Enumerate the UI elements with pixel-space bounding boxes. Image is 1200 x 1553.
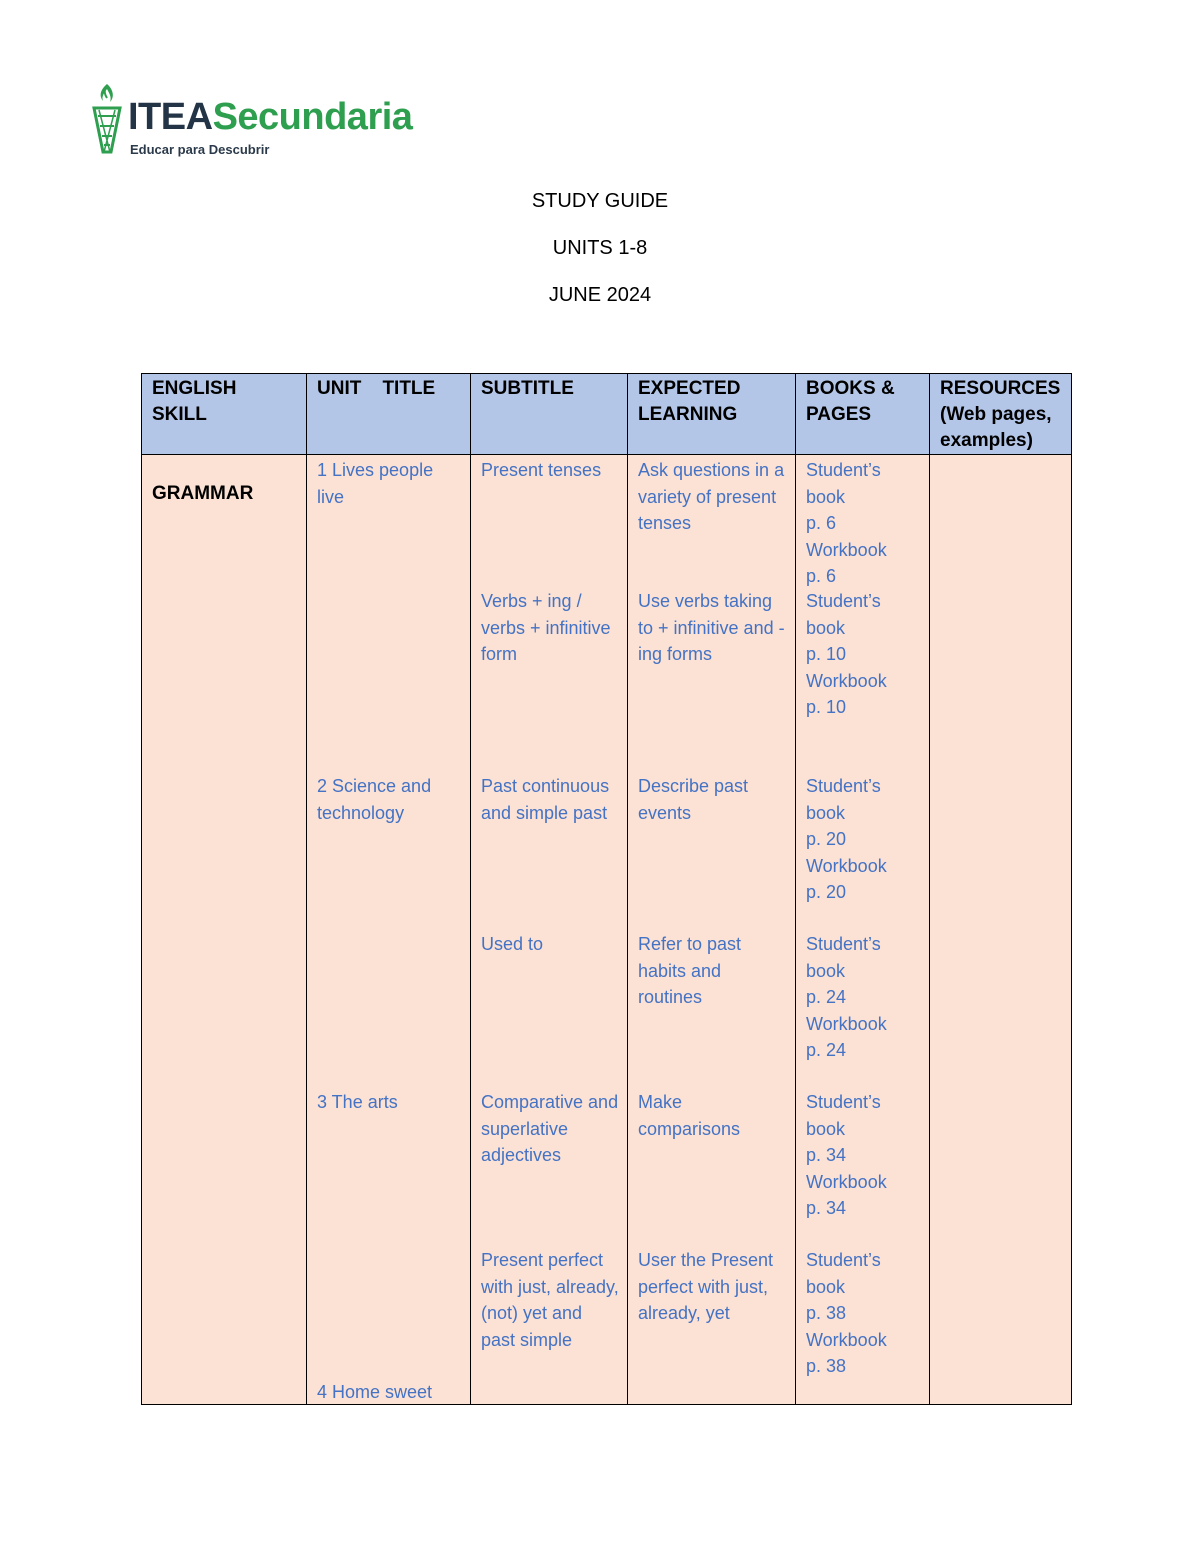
books-pages (806, 1089, 923, 1222)
books-cell (796, 455, 930, 1405)
col-header-skill: ENGLISH SKILL (142, 374, 307, 455)
skill-label: GRAMMAR (152, 483, 254, 504)
col-header-subtitle: SUBTITLE (471, 374, 628, 455)
doc-units: UNITS 1-8 (552, 237, 648, 259)
books-line: p. 34 (806, 1198, 847, 1218)
books-line: book (806, 960, 846, 981)
books-line: Student’s (806, 591, 881, 611)
subtitle-text: Past continuous and simple past (481, 776, 610, 823)
books-line: Student’s (806, 934, 881, 954)
itea-logo (90, 80, 460, 165)
subtitle-text: Verbs + ing / verbs + infinitive form (481, 591, 611, 664)
books-line: Workbook (806, 539, 887, 560)
logo-name (128, 98, 412, 136)
books-line: Student’s (806, 460, 881, 480)
books-line: p. 10 (806, 697, 847, 717)
books-line: book (806, 617, 846, 638)
books-line: Workbook (806, 1171, 887, 1192)
expected-text: Describe past events (638, 776, 749, 823)
col-header-unit-title: UNIT TITLE (307, 374, 471, 455)
subtitle-text: Comparative and superlative adjectives (481, 1092, 619, 1165)
books-line: p. 38 (806, 1356, 847, 1376)
books-line: p. 6 (806, 566, 837, 586)
logo-name-part2: Secundaria (212, 96, 413, 138)
books-line: book (806, 1276, 846, 1297)
expected-text: Make comparisons (638, 1092, 741, 1139)
logo-name-part1: ITEA (128, 96, 213, 138)
subtitle-cell (471, 455, 628, 1405)
expected-text: Refer to past habits and routines (638, 934, 742, 1007)
unit-title: 1 Lives people live (317, 460, 434, 507)
books-line: p. 34 (806, 1145, 847, 1165)
doc-title: STUDY GUIDE (531, 190, 669, 212)
books-line: Student’s (806, 1250, 881, 1270)
books-pages (806, 1247, 923, 1380)
books-line: Workbook (806, 855, 887, 876)
unit-title: 3 The arts (317, 1092, 398, 1112)
books-pages (806, 773, 923, 906)
torch-icon (90, 80, 124, 162)
table-row (142, 455, 1072, 1405)
subtitle-text: Used to (481, 934, 544, 954)
books-line: p. 10 (806, 644, 847, 664)
books-line: p. 20 (806, 829, 847, 849)
books-line: Student’s (806, 776, 881, 796)
books-line: p. 24 (806, 987, 847, 1007)
books-line: Workbook (806, 1013, 887, 1034)
books-line: book (806, 802, 846, 823)
col-header-books: BOOKS & PAGES (796, 374, 930, 455)
books-line: book (806, 1118, 846, 1139)
subtitle-text: Present perfect with just, already, (not) yet and past simple (481, 1250, 619, 1350)
skill-cell (142, 455, 307, 1405)
books-pages (806, 457, 923, 590)
expected-text: User the Present perfect with just, already, yet (638, 1250, 774, 1323)
resources-cell (930, 455, 1072, 1405)
unit-title: 2 Science and technology (317, 776, 432, 823)
expected-cell (628, 455, 796, 1405)
col-header-resources: RESOURCES (Web pages, examples) (930, 374, 1072, 455)
subtitle-text: Present tenses (481, 460, 602, 480)
col-header-expected: EXPECTED LEARNING (628, 374, 796, 455)
unit-title: 4 Home sweet (317, 1382, 433, 1402)
books-pages (806, 931, 923, 1064)
logo-tagline: Educar para Descubrir (130, 142, 270, 157)
expected-text: Ask questions in a variety of present tenses (638, 460, 785, 533)
table-header-row (142, 374, 1072, 455)
books-line: p. 24 (806, 1040, 847, 1060)
books-line: Student’s (806, 1092, 881, 1112)
books-line: p. 6 (806, 513, 837, 533)
books-pages (806, 588, 923, 721)
books-line: book (806, 486, 846, 507)
unit-title-cell (307, 455, 471, 1405)
expected-text: Use verbs taking to + infinitive and -ing forms (638, 591, 785, 664)
study-guide-table (141, 373, 1072, 1405)
books-line: p. 20 (806, 882, 847, 902)
books-line: Workbook (806, 670, 887, 691)
doc-date: JUNE 2024 (548, 284, 652, 306)
books-line: Workbook (806, 1329, 887, 1350)
books-line: p. 38 (806, 1303, 847, 1323)
